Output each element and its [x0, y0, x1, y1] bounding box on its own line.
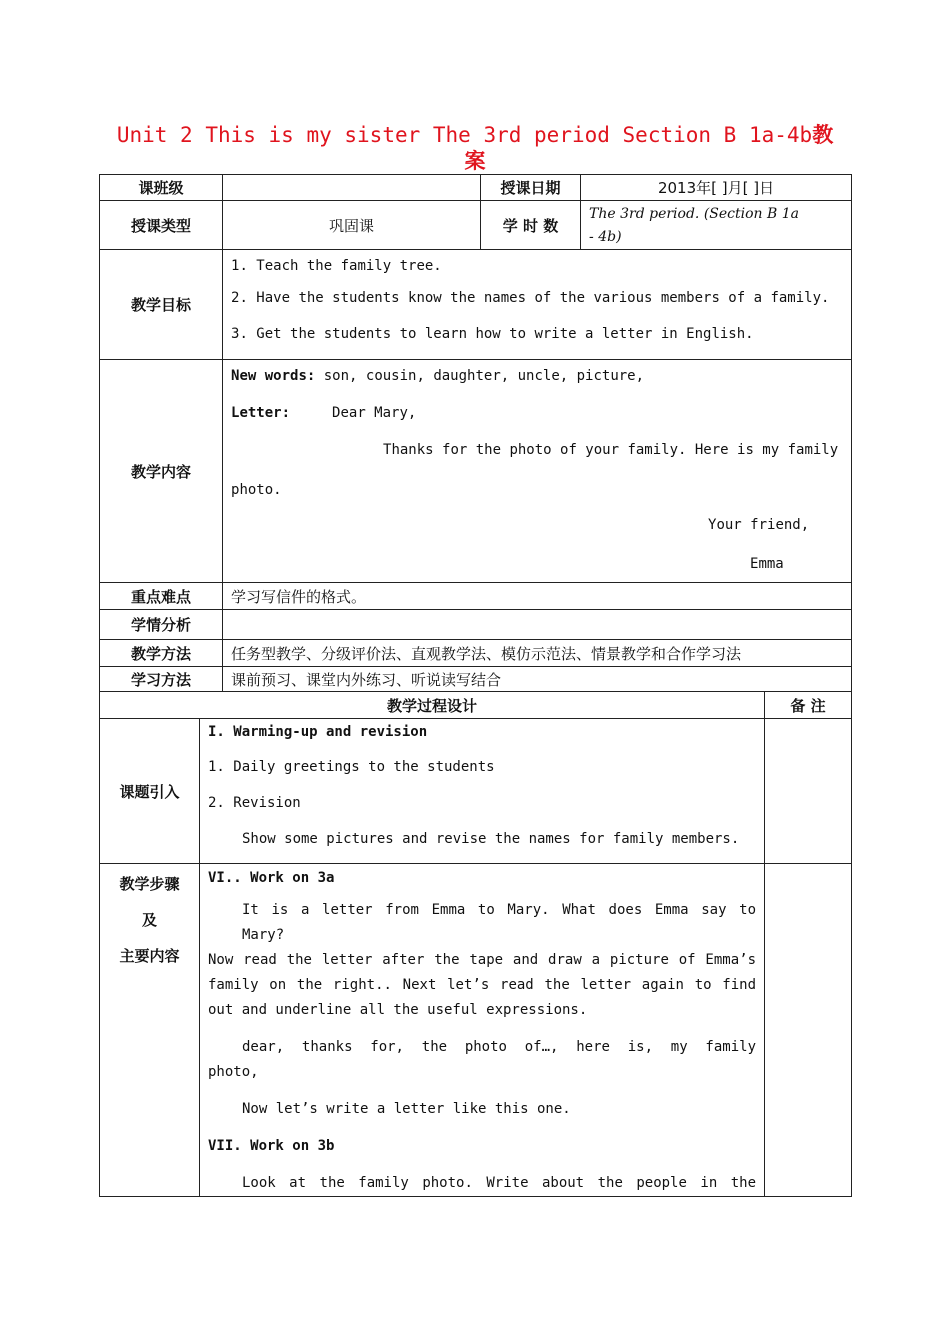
teaching-methods-label: 教学方法 [100, 640, 223, 667]
learning-methods-label: 学习方法 [100, 667, 223, 692]
intro-cell [200, 719, 765, 864]
key-points-value: 学习写信件的格式。 [223, 583, 852, 610]
date-value: 2013年[ ]月[ ]日 [581, 175, 852, 201]
type-label: 授课类型 [100, 201, 223, 250]
letter-body-line1: Thanks for the photo of your family. Here is my family [383, 442, 839, 458]
letter-label: Letter: [231, 405, 291, 421]
notes-header: 备 注 [765, 692, 852, 719]
steps-label-2: 及 [141, 911, 157, 929]
objective-item: 1. Teach the family tree. [231, 258, 442, 274]
key-points-label: 重点难点 [100, 583, 223, 610]
steps-para1: It is a letter from Emma to Mary. What does Emma say to Mary? [242, 902, 757, 943]
steps-notes [765, 864, 852, 1197]
class-label: 课班级 [100, 175, 223, 201]
letter-body-line2: photo. [231, 482, 282, 498]
document-title [100, 122, 850, 174]
student-analysis-value [223, 610, 852, 640]
type-value: 巩固课 [223, 201, 481, 250]
new-words-list: son, cousin, daughter, uncle, picture, [323, 368, 645, 384]
hours-label: 学 时 数 [481, 201, 581, 250]
hours-value [581, 201, 852, 250]
title-line2: 案 [464, 149, 486, 173]
objectives-label: 教学目标 [100, 250, 223, 360]
steps-label [100, 864, 200, 1197]
steps-para2: dear, thanks for, the photo of…, here is, my family [242, 1039, 757, 1055]
steps-para1: Now read the letter after the tape and draw a picture of Emma’s [208, 952, 757, 968]
class-value [223, 175, 481, 201]
hours-value-line2: - 4b) [589, 229, 622, 245]
lesson-plan-table [99, 174, 852, 1197]
steps-para3: Now let’s write a letter like this one. [242, 1101, 571, 1117]
letter-closing: Your friend, [708, 517, 810, 533]
steps-cell [200, 864, 765, 1197]
process-header: 教学过程设计 [100, 692, 765, 719]
content-label: 教学内容 [100, 360, 223, 583]
intro-line: 2. Revision [208, 795, 301, 811]
intro-label: 课题引入 [100, 719, 200, 864]
teaching-methods-value: 任务型教学、分级评价法、直观教学法、模仿示范法、情景教学和合作学习法 [223, 640, 852, 667]
intro-line: 1. Daily greetings to the students [208, 759, 495, 775]
steps-label-3: 主要内容 [119, 947, 180, 965]
objective-item: 3. Get the students to learn how to write a letter in English. [231, 326, 754, 342]
steps-para4: Look at the family photo. Write about the people in the [242, 1175, 757, 1191]
steps-para2: photo, [208, 1064, 259, 1080]
steps-para1: family on the right.. Next let’s read the letter again to find [208, 977, 757, 993]
steps-heading-1: VI.. Work on 3a [208, 870, 335, 886]
intro-heading: I. Warming-up and revision [208, 724, 428, 740]
objective-item: 2. Have the students know the names of the various members of a family. [231, 290, 830, 306]
intro-line: Show some pictures and revise the names for family members. [242, 831, 740, 847]
learning-methods-value: 课前预习、课堂内外练习、听说读写结合 [223, 667, 852, 692]
steps-label-1: 教学步骤 [119, 875, 180, 893]
hours-value-line1: The 3rd period. (Section B 1a [589, 206, 799, 222]
objectives-list [223, 250, 852, 360]
student-analysis-label: 学情分析 [100, 610, 223, 640]
new-words-label: New words: [231, 368, 316, 384]
letter-salutation: Dear Mary, [332, 405, 417, 421]
title-line1: Unit 2 This is my sister The 3rd period Section B 1a-4b [116, 123, 813, 147]
content-cell [223, 360, 852, 583]
date-label: 授课日期 [481, 175, 581, 201]
title-line1-cjk: 教 [812, 123, 834, 147]
steps-heading-2: VII. Work on 3b [208, 1138, 335, 1154]
intro-notes [765, 719, 852, 864]
steps-para1: out and underline all the useful expressions. [208, 1002, 588, 1018]
letter-signature: Emma [750, 556, 784, 572]
